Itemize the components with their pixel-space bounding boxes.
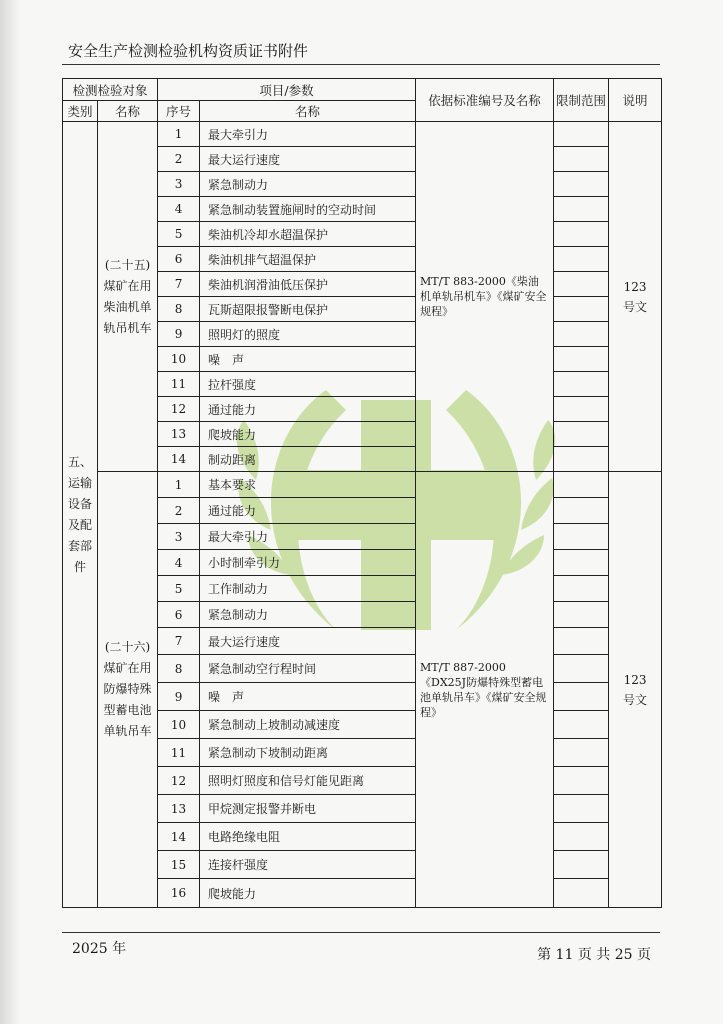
item-seq: 1 bbox=[158, 472, 200, 498]
limit-cell bbox=[554, 550, 609, 576]
limit-cell bbox=[554, 655, 609, 683]
limit-cell bbox=[554, 576, 609, 602]
item-name: 拉杆强度 bbox=[200, 372, 416, 397]
item-name: 最大牵引力 bbox=[200, 122, 416, 147]
item-seq: 7 bbox=[158, 272, 200, 297]
limit-cell bbox=[554, 602, 609, 628]
group-remark bbox=[609, 472, 662, 908]
item-name: 通过能力 bbox=[200, 498, 416, 524]
item-seq: 3 bbox=[158, 172, 200, 197]
item-seq: 7 bbox=[158, 628, 200, 655]
item-name: 瓦斯超限报警断电保护 bbox=[200, 297, 416, 322]
item-name: 小时制牵引力 bbox=[200, 550, 416, 576]
item-seq: 2 bbox=[158, 147, 200, 172]
item-seq: 13 bbox=[158, 795, 200, 823]
header-item-param: 项目/参数 bbox=[158, 79, 416, 101]
limit-cell bbox=[554, 683, 609, 711]
limit-cell bbox=[554, 247, 609, 272]
item-name: 柴油机排气超温保护 bbox=[200, 247, 416, 272]
item-name: 电路绝缘电阻 bbox=[200, 823, 416, 851]
item-name: 通过能力 bbox=[200, 397, 416, 422]
limit-cell bbox=[554, 711, 609, 739]
limit-cell bbox=[554, 422, 609, 447]
limit-cell bbox=[554, 347, 609, 372]
group-remark-text: 123号文 bbox=[623, 672, 648, 707]
category-cell bbox=[63, 122, 98, 908]
item-name: 工作制动力 bbox=[200, 576, 416, 602]
group-name: (二十六)煤矿在用防爆特殊型蓄电池单轨吊车 bbox=[103, 640, 152, 738]
group-remark bbox=[609, 122, 662, 472]
item-seq: 11 bbox=[158, 739, 200, 767]
limit-cell bbox=[554, 272, 609, 297]
item-name: 噪 声 bbox=[200, 683, 416, 711]
item-name: 柴油机润滑油低压保护 bbox=[200, 272, 416, 297]
page-header-title: 安全生产检测检验机构资质证书附件 bbox=[68, 42, 309, 60]
limit-cell bbox=[554, 851, 609, 879]
footer-rule bbox=[62, 932, 660, 933]
item-seq: 1 bbox=[158, 122, 200, 147]
category-text: 五、运输设备及配套部件 bbox=[68, 454, 93, 574]
item-name: 柴油机冷却水超温保护 bbox=[200, 222, 416, 247]
item-seq: 11 bbox=[158, 372, 200, 397]
qualification-table bbox=[62, 78, 662, 908]
item-seq: 12 bbox=[158, 397, 200, 422]
item-name: 甲烷测定报警并断电 bbox=[200, 795, 416, 823]
item-name: 制动距离 bbox=[200, 447, 416, 472]
limit-cell bbox=[554, 472, 609, 498]
item-name: 紧急制动力 bbox=[200, 172, 416, 197]
header-name: 名称 bbox=[98, 101, 158, 122]
item-seq: 6 bbox=[158, 247, 200, 272]
item-seq: 4 bbox=[158, 550, 200, 576]
item-seq: 16 bbox=[158, 879, 200, 908]
item-name: 噪 声 bbox=[200, 347, 416, 372]
footer-page-number: 第 11 页 共 25 页 bbox=[537, 947, 651, 963]
limit-cell bbox=[554, 879, 609, 908]
item-seq: 14 bbox=[158, 823, 200, 851]
group-name: (二十五)煤矿在用柴油机单轨吊机车 bbox=[103, 257, 152, 335]
item-name: 紧急制动下坡制动距离 bbox=[200, 739, 416, 767]
item-seq: 10 bbox=[158, 347, 200, 372]
item-name: 照明灯的照度 bbox=[200, 322, 416, 347]
item-name: 最大牵引力 bbox=[200, 524, 416, 550]
limit-cell bbox=[554, 172, 609, 197]
header-object: 检测检验对象 bbox=[63, 79, 158, 101]
item-name: 爬坡能力 bbox=[200, 422, 416, 447]
limit-cell bbox=[554, 767, 609, 795]
item-seq: 8 bbox=[158, 655, 200, 683]
item-name: 爬坡能力 bbox=[200, 879, 416, 908]
item-seq: 15 bbox=[158, 851, 200, 879]
header-seq: 序号 bbox=[158, 101, 200, 122]
item-seq: 6 bbox=[158, 602, 200, 628]
header-rule bbox=[62, 64, 660, 65]
limit-cell bbox=[554, 297, 609, 322]
limit-cell bbox=[554, 397, 609, 422]
limit-cell bbox=[554, 197, 609, 222]
limit-cell bbox=[554, 147, 609, 172]
limit-cell bbox=[554, 447, 609, 472]
item-name: 紧急制动装置施闸时的空动时间 bbox=[200, 197, 416, 222]
item-seq: 9 bbox=[158, 683, 200, 711]
limit-cell bbox=[554, 372, 609, 397]
item-name: 基本要求 bbox=[200, 472, 416, 498]
header-standard: 依据标准编号及名称 bbox=[416, 79, 554, 122]
item-name: 照明灯照度和信号灯能见距离 bbox=[200, 767, 416, 795]
header-item-name: 名称 bbox=[200, 101, 416, 122]
limit-cell bbox=[554, 498, 609, 524]
item-seq: 10 bbox=[158, 711, 200, 739]
item-seq: 14 bbox=[158, 447, 200, 472]
limit-cell bbox=[554, 222, 609, 247]
footer-year: 2025 年 bbox=[72, 941, 127, 957]
limit-cell bbox=[554, 524, 609, 550]
item-seq: 12 bbox=[158, 767, 200, 795]
item-name: 紧急制动上坡制动减速度 bbox=[200, 711, 416, 739]
item-name: 紧急制动力 bbox=[200, 602, 416, 628]
limit-cell bbox=[554, 322, 609, 347]
group-name-cell bbox=[98, 122, 158, 472]
item-name: 最大运行速度 bbox=[200, 147, 416, 172]
limit-cell bbox=[554, 823, 609, 851]
header-category: 类别 bbox=[63, 101, 98, 122]
item-seq: 9 bbox=[158, 322, 200, 347]
item-name: 连接杆强度 bbox=[200, 851, 416, 879]
item-seq: 13 bbox=[158, 422, 200, 447]
item-name: 紧急制动空行程时间 bbox=[200, 655, 416, 683]
item-seq: 3 bbox=[158, 524, 200, 550]
limit-cell bbox=[554, 122, 609, 147]
limit-cell bbox=[554, 739, 609, 767]
group-remark-text: 123号文 bbox=[623, 279, 648, 314]
header-limit: 限制范围 bbox=[554, 79, 609, 122]
limit-cell bbox=[554, 628, 609, 655]
group-standard: MT/T 883-2000《柴油机单轨吊机车》《煤矿安全规程》 bbox=[416, 122, 554, 472]
group-name-cell bbox=[98, 472, 158, 908]
limit-cell bbox=[554, 795, 609, 823]
item-name: 最大运行速度 bbox=[200, 628, 416, 655]
header-remark: 说明 bbox=[609, 79, 662, 122]
item-seq: 5 bbox=[158, 576, 200, 602]
group-standard: MT/T 887-2000《DX25J防爆特殊型蓄电池单轨吊车》《煤矿安全规程》 bbox=[416, 472, 554, 908]
item-seq: 8 bbox=[158, 297, 200, 322]
page-edge-shadow bbox=[0, 0, 20, 1024]
item-seq: 2 bbox=[158, 498, 200, 524]
item-seq: 4 bbox=[158, 197, 200, 222]
item-seq: 5 bbox=[158, 222, 200, 247]
